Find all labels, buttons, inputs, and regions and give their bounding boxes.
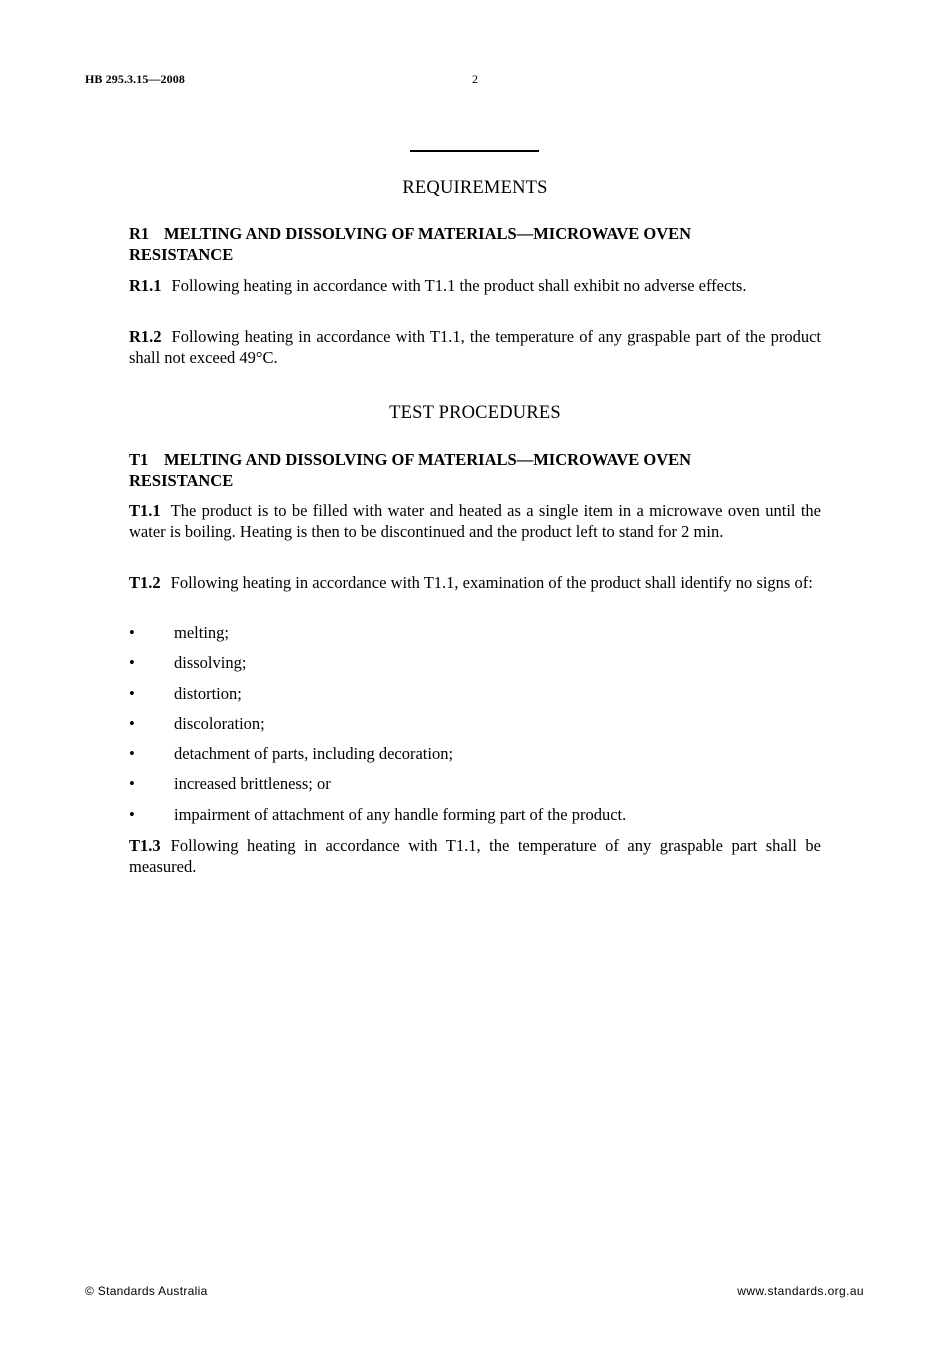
list-item-text: increased brittleness; or: [174, 774, 331, 794]
clause-text: The product is to be filled with water and heated as a single item in a microwave oven until the water is boiling. Heating is then to be discontinued and the product left to stand for 2 min.: [129, 501, 821, 541]
list-item: [129, 805, 821, 835]
clause-number: R1.1: [129, 276, 162, 295]
clause-text: Following heating in accordance with T1.1 the product shall exhibit no adverse effects.: [171, 276, 747, 295]
list-item: [129, 744, 821, 774]
page-number: 2: [472, 72, 478, 86]
section-divider: [410, 150, 539, 152]
signs-list: [129, 623, 821, 835]
bullet-icon: •: [129, 713, 135, 733]
clause-t1-2: [129, 573, 821, 594]
clause-number: T1.1: [129, 501, 161, 520]
clause-heading-t1: [129, 450, 821, 491]
list-item: [129, 623, 821, 653]
clause-heading-text: MELTING AND DISSOLVING OF MATERIALS—MICROWAVE OVEN: [164, 450, 692, 469]
clause-t1-1: [129, 501, 821, 542]
bullet-icon: •: [129, 804, 135, 824]
list-item-text: discoloration;: [174, 713, 265, 733]
clause-heading-text-continued: RESISTANCE: [129, 244, 234, 264]
clause-number: T1.3: [129, 836, 161, 855]
clause-text: Following heating in accordance with T1.1, the temperature of any graspable part of the product shall not exceed 49°C.: [129, 327, 821, 367]
bullet-icon: •: [129, 623, 135, 642]
clause-number: R1.2: [129, 327, 162, 346]
list-item-text: impairment of attachment of any handle forming part of the product.: [174, 804, 627, 824]
clause-number: R1: [129, 224, 150, 243]
list-item: [129, 684, 821, 714]
clause-text: Following heating in accordance with T1.1, examination of the product shall identify no signs of:: [170, 573, 813, 592]
clause-number: T1: [129, 450, 149, 469]
clause-heading-r1: [129, 224, 821, 265]
bullet-icon: •: [129, 744, 135, 764]
clause-text: Following heating in accordance with T1.1, the temperature of any graspable part shall be measured.: [129, 836, 821, 876]
clause-r1-2: [129, 327, 821, 368]
bullet-icon: •: [129, 653, 135, 673]
list-item-text: distortion;: [174, 683, 242, 703]
clause-number: T1.2: [129, 573, 161, 592]
list-item: [129, 714, 821, 744]
bullet-icon: •: [129, 774, 135, 794]
test-procedures-title: TEST PROCEDURES: [389, 403, 561, 423]
list-item-text: dissolving;: [174, 653, 247, 673]
clause-heading-text-continued: RESISTANCE: [129, 470, 234, 490]
clause-r1-1: [129, 276, 821, 297]
bullet-icon: •: [129, 683, 135, 703]
list-item-text: melting;: [174, 623, 229, 642]
list-item-text: detachment of parts, including decoration;: [174, 744, 454, 764]
clause-t1-3: [129, 836, 821, 877]
requirements-title: REQUIREMENTS: [402, 178, 548, 198]
list-item: [129, 774, 821, 804]
footer-copyright: © Standards Australia: [85, 1284, 208, 1298]
clause-heading-text: MELTING AND DISSOLVING OF MATERIALS—MICROWAVE OVEN: [164, 224, 692, 243]
footer-website: www.standards.org.au: [737, 1284, 864, 1298]
document-id: HB 295.3.15—2008: [85, 72, 185, 86]
list-item: [129, 653, 821, 683]
